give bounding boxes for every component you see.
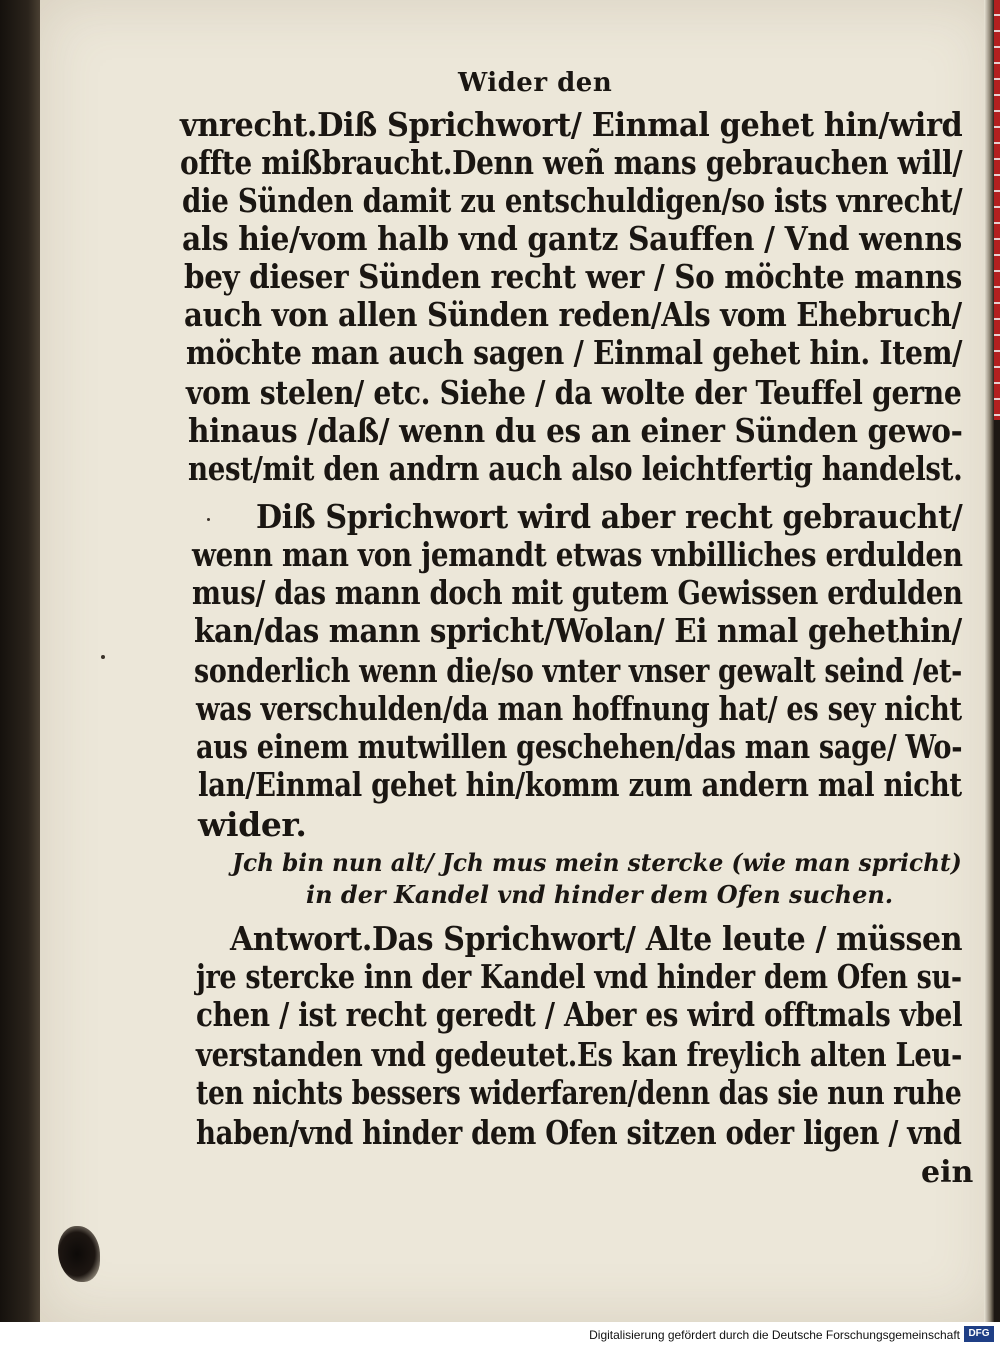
- text-line: Diß Sprichwort wird aber recht gebraucht/: [256, 497, 963, 536]
- text-line: chen / ist recht geredt / Aber es wird offtmals vbel: [196, 995, 963, 1034]
- text-line: offte mißbraucht.Denn weñ mans gebrauchen will/: [180, 143, 963, 182]
- text-line: was verschulden/da man hoffnung hat/ es sey nicht: [196, 689, 962, 728]
- text-line: verstanden vnd gedeutet.Es kan freylich alten Leu-: [196, 1035, 963, 1074]
- text-line: die Sünden damit zu entschuldigen/so ists vnrecht/: [182, 181, 963, 220]
- text-line: vom stelen/ etc. Siehe / da wolte der Teuffel gerne: [186, 373, 962, 412]
- text-line: bey dieser Sünden recht wer / So möchte manns: [184, 257, 962, 296]
- text-line: vnrecht.Diß Sprichwort/ Einmal gehet hin/wird: [180, 105, 963, 144]
- text-line: lan/Einmal gehet hin/komm zum andern mal nicht: [198, 765, 962, 804]
- dfg-logo-icon: DFG: [964, 1326, 994, 1342]
- catchword: ein: [921, 1155, 974, 1190]
- text-line: sonderlich wenn die/so vnter vnser gewalt seind /et-: [194, 651, 963, 690]
- text-line: aus einem mutwillen geschehen/das man sage/ Wo-: [196, 727, 963, 766]
- paper-speck: [101, 655, 105, 659]
- text-line: hinaus /daß/ wenn du es an einer Sünden gewo-: [188, 411, 963, 450]
- section-heading-line: in der Kandel vnd hinder dem Ofen suchen.: [306, 880, 894, 909]
- text-line: jre stercke inn der Kandel vnd hinder dem Ofen su-: [196, 957, 962, 996]
- text-line: wenn man von jemandt etwas vnbilliches erdulden: [192, 535, 963, 574]
- text-line: auch von allen Sünden reden/Als vom Ehebruch/: [184, 295, 962, 334]
- text-line: kan/das mann spricht/Wolan/ Ei nmal gehethin/: [194, 611, 962, 650]
- text-line: wider.: [198, 805, 307, 844]
- text-line: nest/mit den andrn auch also leichtfertig handelst.: [188, 449, 963, 488]
- book-binding-edge: [0, 0, 40, 1322]
- text-line: haben/vnd hinder dem Ofen sitzen oder ligen / vnd: [196, 1113, 962, 1152]
- funding-credit: Digitalisierung gefördert durch die Deutsche Forschungsgemeinschaft: [589, 1328, 960, 1342]
- text-line: mus/ das mann doch mit gutem Gewissen erdulden: [192, 573, 963, 612]
- paper-speck: [207, 518, 210, 521]
- page-edge: [984, 0, 994, 1322]
- color-scale-bar: [994, 0, 1000, 420]
- text-line: möchte man auch sagen / Einmal gehet hin. Item/: [186, 333, 963, 372]
- running-head: Wider den: [458, 68, 613, 98]
- text-line: Antwort.Das Sprichwort/ Alte leute / müssen: [230, 919, 963, 958]
- text-line: ten nichts bessers widerfaren/denn das sie nun ruhe: [196, 1073, 962, 1112]
- section-heading-line: Jch bin nun alt/ Jch mus mein stercke (wie man spricht): [232, 848, 962, 877]
- text-line: als hie/vom halb vnd gantz Sauffen / Vnd wenns: [182, 219, 962, 258]
